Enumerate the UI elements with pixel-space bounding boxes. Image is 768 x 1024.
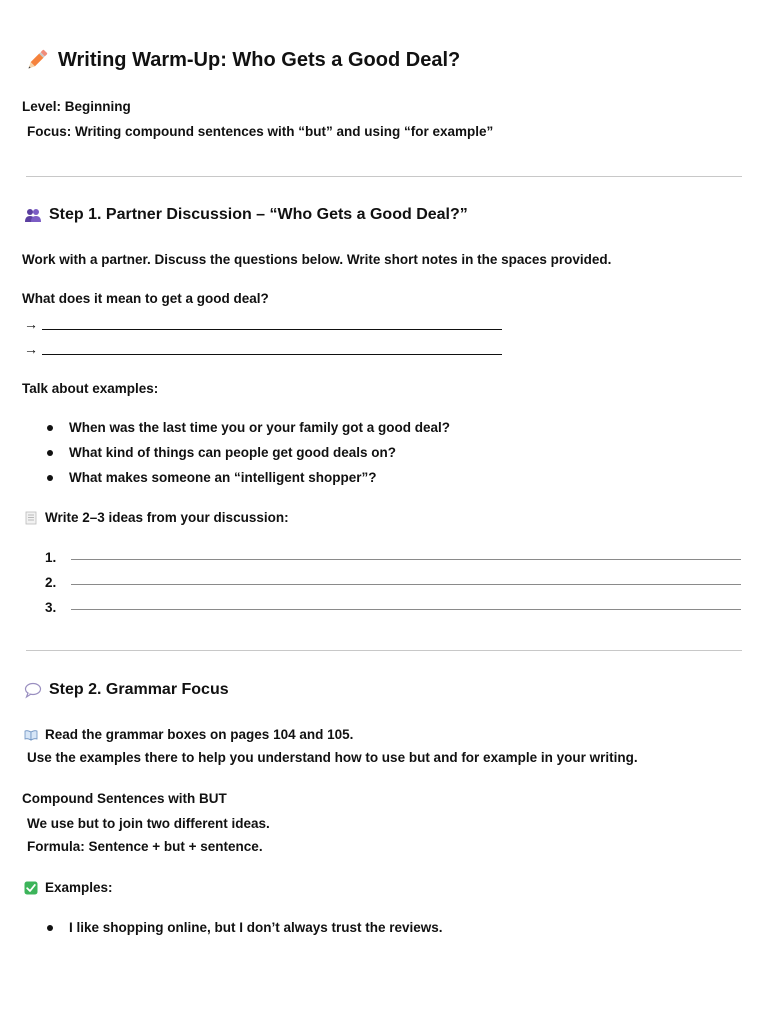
step1-heading: Step 1. Partner Discussion – “Who Gets a Good Deal?” xyxy=(49,206,468,223)
pencil-icon xyxy=(24,47,50,73)
page-title: Writing Warm-Up: Who Gets a Good Deal? xyxy=(58,48,461,71)
step2-heading-row xyxy=(24,681,229,699)
talk-label: Talk about examples: xyxy=(22,381,159,396)
answer-rule[interactable] xyxy=(71,609,741,610)
numbered-answer-3[interactable] xyxy=(45,600,741,615)
answer-line-1[interactable] xyxy=(24,316,502,332)
number-label: 3. xyxy=(45,600,57,615)
divider xyxy=(26,650,742,651)
step1-heading-row xyxy=(24,206,468,224)
number-label: 2. xyxy=(45,575,57,590)
numbered-answer-1[interactable] xyxy=(45,550,741,565)
step2-heading: Step 2. Grammar Focus xyxy=(49,681,229,698)
answer-line-2[interactable] xyxy=(24,341,502,357)
list-item xyxy=(45,420,450,435)
write-prompt: Write 2–3 ideas from your discussion: xyxy=(45,510,289,525)
bullet-dot xyxy=(47,925,53,931)
list-item xyxy=(45,445,396,460)
step1-instructions: Work with a partner. Discuss the questions below. Write short notes in the spaces provided. xyxy=(22,252,612,267)
use-line: Use the examples there to help you understand how to use but and for example in your writing. xyxy=(27,750,638,765)
bullet-dot xyxy=(47,450,53,456)
level-text: Level: Beginning xyxy=(22,99,131,114)
arrow-glyph: → xyxy=(24,341,38,357)
list-item-text: What kind of things can people get good deals on? xyxy=(69,445,396,460)
compound-desc: We use but to join two different ideas. xyxy=(27,816,270,831)
speech-bubble-icon xyxy=(24,681,42,699)
write-prompt-row xyxy=(24,510,289,525)
open-book-icon xyxy=(24,728,38,742)
people-icon xyxy=(24,206,42,224)
arrow-glyph: → xyxy=(24,316,38,332)
page-title-row xyxy=(24,44,460,76)
focus-text: Focus: Writing compound sentences with “but” and using “for example” xyxy=(27,124,494,139)
list-item-text: I like shopping online, but I don’t always trust the reviews. xyxy=(69,920,443,935)
answer-blank[interactable] xyxy=(42,344,502,355)
read-line-row xyxy=(24,727,353,742)
notepad-icon xyxy=(24,511,38,525)
bullet-dot xyxy=(47,475,53,481)
list-item xyxy=(45,920,443,935)
answer-rule[interactable] xyxy=(71,584,741,585)
list-item-text: When was the last time you or your family got a good deal? xyxy=(69,420,451,435)
read-line: Read the grammar boxes on pages 104 and 105. xyxy=(45,727,354,742)
check-mark-button-icon xyxy=(24,881,38,895)
compound-title: Compound Sentences with BUT xyxy=(22,791,227,806)
numbered-answer-2[interactable] xyxy=(45,575,741,590)
bullet-dot xyxy=(47,425,53,431)
examples-label: Examples: xyxy=(45,880,113,895)
number-label: 1. xyxy=(45,550,57,565)
answer-blank[interactable] xyxy=(42,319,502,330)
examples-label-row xyxy=(24,880,113,895)
list-item-text: What makes someone an “intelligent shopper”? xyxy=(69,470,377,485)
formula-text: Formula: Sentence + but + sentence. xyxy=(27,839,263,854)
step1-question: What does it mean to get a good deal? xyxy=(22,291,269,306)
divider xyxy=(26,176,742,177)
list-item xyxy=(45,470,377,485)
answer-rule[interactable] xyxy=(71,559,741,560)
